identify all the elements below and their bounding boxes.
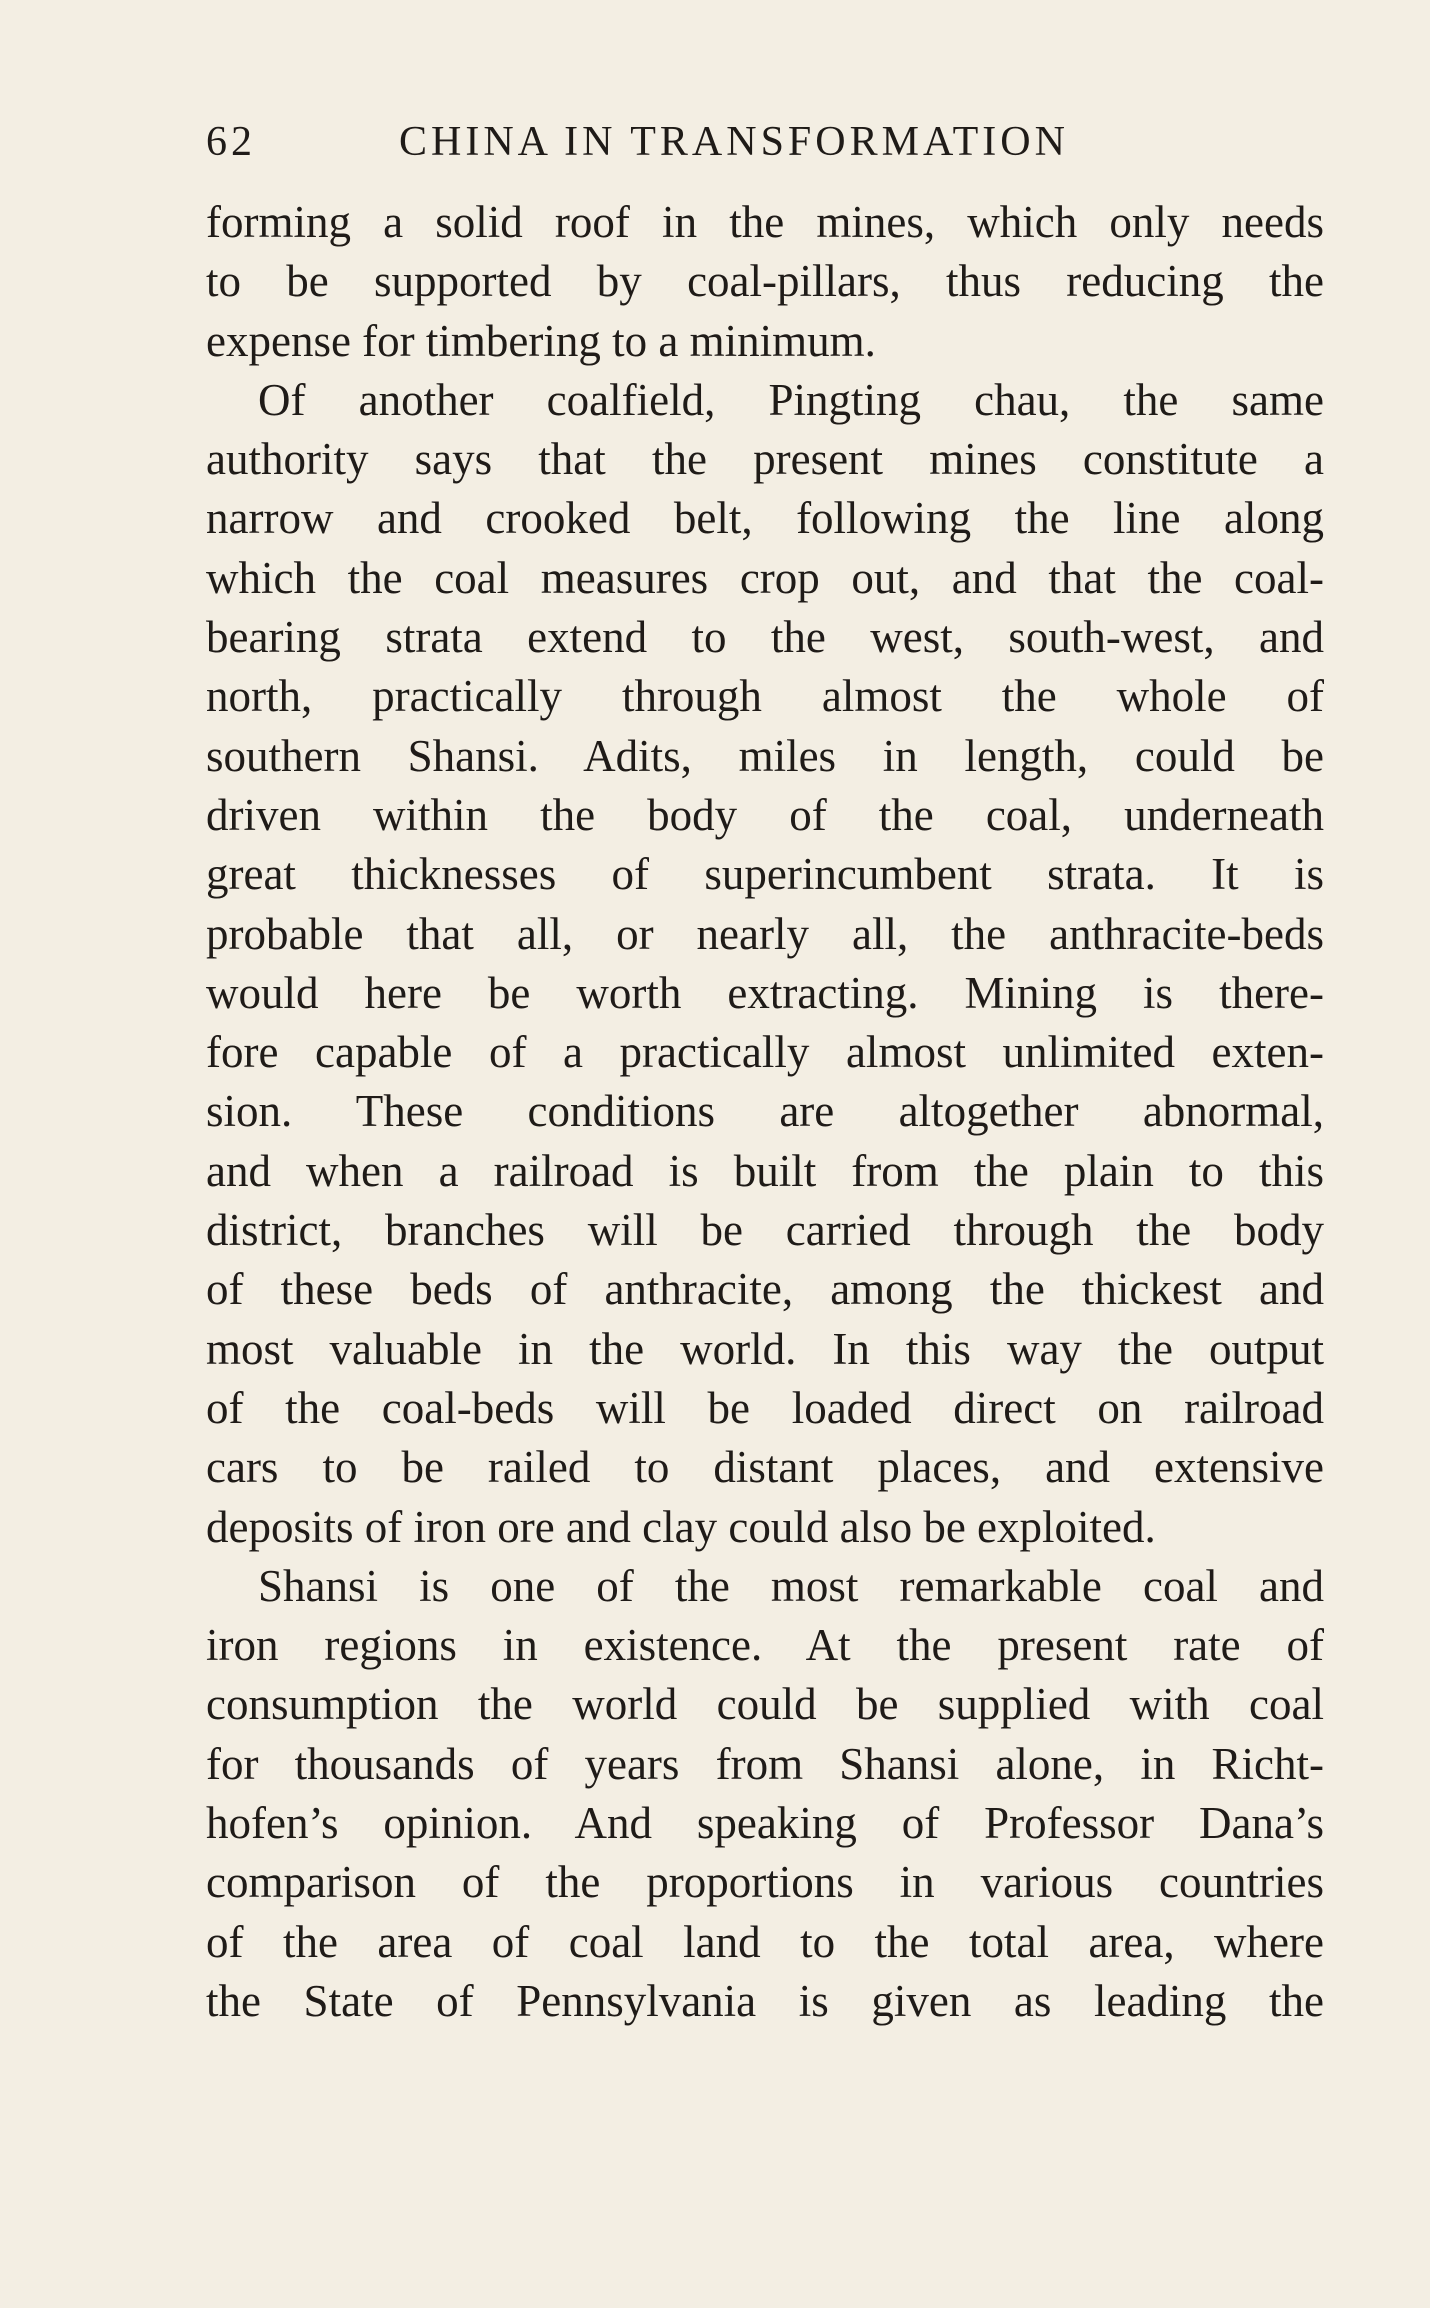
text-line: to be supported by coal-pillars, thus reducing the <box>206 256 1324 307</box>
text-line: of the coal-beds will be loaded direct on railroad <box>206 1382 1324 1433</box>
text-line: authority says that the present mines constitute a <box>206 434 1324 485</box>
text-line: of the area of coal land to the total area, where <box>206 1916 1324 1967</box>
text-line: sion. These conditions are altogether abnormal, <box>206 1086 1324 1137</box>
text-line: iron regions in existence. At the present rate of <box>206 1620 1324 1671</box>
text-line: cars to be railed to distant places, and extensive <box>206 1442 1324 1493</box>
text-line: the State of Pennsylvania is given as leading the <box>206 1975 1324 2026</box>
text-line: probable that all, or nearly all, the anthracite-beds <box>206 908 1324 959</box>
text-line: district, branches will be carried through the body <box>206 1205 1324 1256</box>
text-line: fore capable of a practically almost unlimited exten- <box>206 1027 1324 1078</box>
text-line: comparison of the proportions in various countries <box>206 1857 1324 1908</box>
text-line: of these beds of anthracite, among the thickest and <box>206 1264 1324 1315</box>
text-line: narrow and crooked belt, following the line along <box>206 493 1324 544</box>
text-line: and when a railroad is built from the plain to this <box>206 1145 1324 1196</box>
text-line: driven within the body of the coal, underneath <box>206 789 1324 840</box>
text-line: which the coal measures crop out, and that the coal- <box>206 552 1324 603</box>
text-line: deposits of iron ore and clay could also be exploited. <box>206 1501 1156 1552</box>
text-line: for thousands of years from Shansi alone, in Richt- <box>206 1738 1324 1789</box>
text-line: most valuable in the world. In this way the output <box>206 1323 1324 1374</box>
running-title: CHINA IN TRANSFORMATION <box>399 119 1069 165</box>
text-line: forming a solid roof in the mines, which only needs <box>206 197 1324 247</box>
text-line: north, practically through almost the whole of <box>206 671 1324 722</box>
text-line: great thicknesses of superincumbent strata. It is <box>206 849 1324 900</box>
paragraph-first-line: Shansi is one of the most remarkable coal and <box>258 1560 1324 1611</box>
text-line: consumption the world could be supplied with coal <box>206 1679 1324 1730</box>
text-line: bearing strata extend to the west, south-west, and <box>206 612 1324 663</box>
text-line: would here be worth extracting. Mining is there- <box>206 967 1324 1018</box>
body-text <box>206 193 1324 2031</box>
page-number: 62 <box>206 119 256 165</box>
text-line: southern Shansi. Adits, miles in length, could be <box>206 730 1324 781</box>
paragraph-first-line: Of another coalfield, Pingting chau, the same <box>258 374 1324 425</box>
text-line: expense for timbering to a minimum. <box>206 315 876 366</box>
text-line: hofen’s opinion. And speaking of Professor Dana’s <box>206 1798 1324 1849</box>
running-head <box>206 118 1324 168</box>
